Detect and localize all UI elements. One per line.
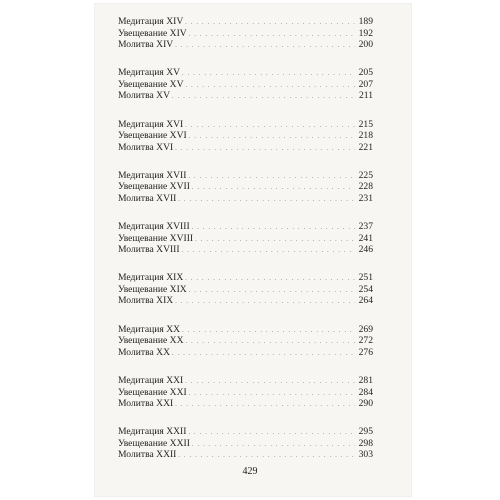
- toc-entry-page: 246: [358, 244, 373, 256]
- dot-leader: [182, 246, 355, 258]
- dot-leader: [189, 132, 355, 144]
- toc-entry-page: 284: [358, 386, 373, 398]
- toc-entry: [118, 67, 373, 79]
- toc-entry-page: 272: [358, 335, 373, 347]
- dot-leader: [195, 235, 355, 247]
- toc-entry-title: Молитва XVI: [118, 141, 174, 153]
- dot-leader: [182, 69, 355, 81]
- toc-entry: [118, 142, 373, 154]
- dot-leader: [175, 400, 355, 412]
- toc-group-xxi: [118, 375, 373, 426]
- toc-entry-page: 207: [358, 78, 373, 90]
- toc-entry: [118, 181, 373, 193]
- toc-group-xix: [118, 272, 373, 323]
- toc-entry-title: Молитва XIX: [118, 295, 174, 307]
- toc-entry-title: Молитва XIV: [118, 39, 174, 50]
- toc-group-xiv: [118, 16, 373, 67]
- toc-entry-title: Увещевание XX: [118, 335, 184, 347]
- toc-entry-page: 215: [358, 118, 373, 130]
- toc-entry-title: Увещевание XXII: [118, 437, 190, 449]
- dot-leader: [175, 41, 355, 53]
- toc-entry-title: Медитация XVI: [118, 118, 184, 130]
- toc-entry-title: Увещевание XIV: [118, 27, 187, 39]
- toc-entry-page: 290: [358, 398, 373, 410]
- toc-entry-title: Медитация XVII: [118, 169, 187, 181]
- toc-entry-title: Увещевание XV: [118, 78, 184, 90]
- toc-entry-title: Медитация XV: [118, 67, 181, 79]
- toc-entry-page: 221: [358, 141, 373, 153]
- toc-entry-title: Увещевание XVI: [118, 130, 187, 142]
- toc-entry-title: Увещевание XXI: [118, 386, 187, 398]
- dot-leader: [188, 172, 355, 184]
- toc-entry-title: Медитация XXII: [118, 426, 187, 438]
- toc-entry: [118, 233, 373, 245]
- toc-entry: [118, 426, 373, 438]
- toc-entry: [118, 284, 373, 296]
- toc-entry-title: Молитва XVIII: [118, 244, 180, 256]
- dot-leader: [186, 337, 355, 349]
- toc-entry: [118, 90, 373, 102]
- toc-entry: [118, 39, 373, 51]
- dot-leader: [172, 349, 355, 361]
- toc-entry-title: Медитация XX: [118, 323, 181, 335]
- toc-entry: [118, 272, 373, 284]
- toc-entry-page: 251: [358, 272, 373, 284]
- toc-group-xvi: [118, 119, 373, 170]
- toc-entry: [118, 170, 373, 182]
- dot-leader: [189, 30, 355, 42]
- toc-entry-page: 295: [358, 426, 373, 438]
- toc-entry-title: Молитва XV: [118, 90, 170, 102]
- toc-entry: [118, 130, 373, 142]
- toc-entry: [118, 28, 373, 40]
- toc-entry-page: 228: [358, 181, 373, 193]
- toc-entry: [118, 398, 373, 410]
- toc-entry-page: 189: [358, 16, 373, 27]
- dot-leader: [185, 121, 355, 133]
- toc-entry: [118, 335, 373, 347]
- toc-entry-title: Молитва XX: [118, 346, 170, 358]
- toc-entry-page: 276: [358, 346, 373, 358]
- toc-entry-title: Молитва XVII: [118, 192, 177, 204]
- toc-entry-page: 205: [358, 67, 373, 79]
- toc-entry: [118, 375, 373, 387]
- dot-leader: [178, 451, 355, 463]
- toc-entry: [118, 347, 373, 359]
- toc-entry-title: Увещевание XIX: [118, 283, 187, 295]
- toc-entry: [118, 324, 373, 336]
- toc-group-xx: [118, 324, 373, 375]
- toc-entry-title: Увещевание XVIII: [118, 232, 194, 244]
- toc-group-xviii: [118, 221, 373, 272]
- toc-group-xv: [118, 67, 373, 118]
- toc-entry: [118, 244, 373, 256]
- toc-entry: [118, 449, 373, 461]
- toc-entry-page: 218: [358, 130, 373, 142]
- toc-entry-page: 225: [358, 169, 373, 181]
- dot-leader: [182, 326, 355, 338]
- dot-leader: [175, 297, 355, 309]
- dot-leader: [172, 92, 355, 104]
- dot-leader: [178, 195, 355, 207]
- dot-leader: [192, 183, 355, 195]
- dot-leader: [192, 223, 355, 235]
- toc-entry-title: Увещевание XVII: [118, 181, 190, 193]
- dot-leader: [185, 18, 355, 30]
- toc-entry-title: Медитация XVIII: [118, 221, 190, 233]
- toc-entry-title: Медитация XIX: [118, 272, 184, 284]
- toc-entry-page: 303: [358, 449, 373, 461]
- dot-leader: [189, 389, 355, 401]
- dot-leader: [185, 274, 355, 286]
- toc-entry: [118, 193, 373, 205]
- toc-entry-page: 200: [358, 39, 373, 50]
- dot-leader: [188, 428, 355, 440]
- toc-entry-page: 281: [358, 375, 373, 387]
- page-number: 429: [242, 466, 258, 477]
- toc-entry: [118, 438, 373, 450]
- table-of-contents: [118, 16, 373, 478]
- toc-entry-title: Медитация XXI: [118, 375, 184, 387]
- toc-entry-title: Медитация XIV: [118, 16, 184, 27]
- toc-entry: [118, 119, 373, 131]
- toc-entry-page: 192: [358, 27, 373, 39]
- dot-leader: [185, 377, 355, 389]
- toc-entry-page: 231: [358, 192, 373, 204]
- toc-entry: [118, 295, 373, 307]
- toc-entry-page: 264: [358, 295, 373, 307]
- dot-leader: [175, 144, 355, 156]
- toc-entry: [118, 79, 373, 91]
- dot-leader: [189, 286, 355, 298]
- dot-leader: [186, 81, 355, 93]
- toc-entry: [118, 221, 373, 233]
- toc-entry-page: 237: [358, 221, 373, 233]
- toc-entry-page: 241: [358, 232, 373, 244]
- toc-entry-page: 269: [358, 323, 373, 335]
- toc-entry-title: Молитва XXII: [118, 449, 177, 461]
- toc-group-xvii: [118, 170, 373, 221]
- toc-entry-title: Молитва XXI: [118, 398, 174, 410]
- toc-entry: [118, 16, 373, 28]
- toc-entry: [118, 387, 373, 399]
- toc-entry-page: 298: [358, 437, 373, 449]
- toc-entry-page: 254: [358, 283, 373, 295]
- toc-entry-page: 211: [358, 90, 373, 102]
- dot-leader: [192, 440, 355, 452]
